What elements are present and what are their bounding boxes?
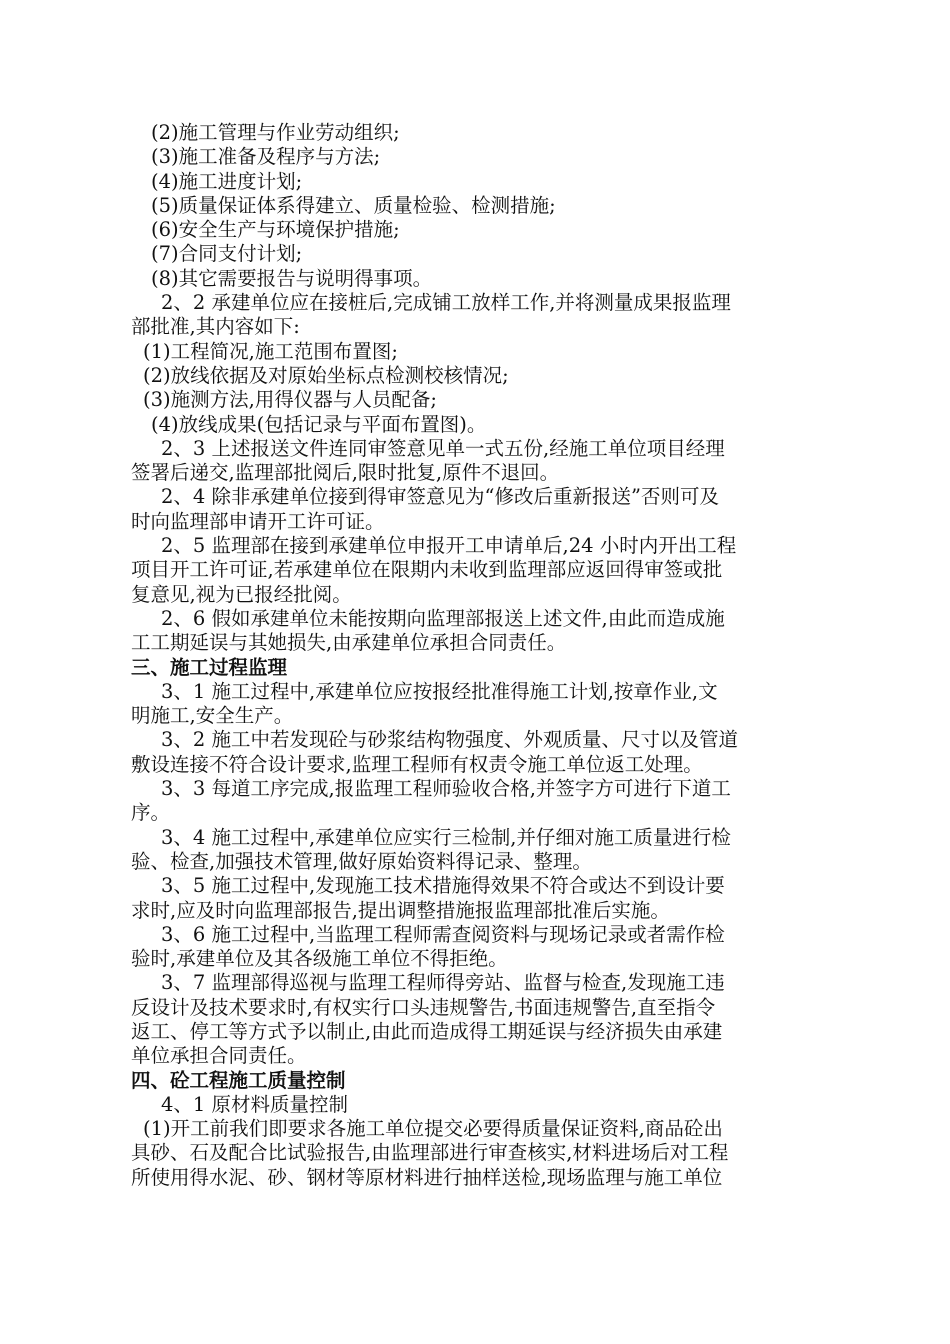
paragraph-continuation-line: 反设计及技术要求时,有权实行口头违规警告,书面违规警告,直至指令 xyxy=(131,995,716,1019)
paragraph-continuation-line: 验、检查,加强技术管理,做好原始资料得记录、整理。 xyxy=(131,849,592,873)
document-body xyxy=(131,121,831,1190)
section-heading: 三、施工过程监理 xyxy=(131,655,288,679)
paragraph-line: 2、6 假如承建单位未能按期向监理部报送上述文件,由此而造成施 xyxy=(161,606,725,630)
paragraph-line: 2、2 承建单位应在接桩后,完成铺工放样工作,并将测量成果报监理 xyxy=(161,291,731,315)
list-item-line: (8)其它需要报告与说明得事项。 xyxy=(151,266,433,290)
paragraph-line: 2、4 除非承建单位接到得审签意见为“修改后重新报送”否则可及 xyxy=(161,485,719,509)
paragraph-line: 3、4 施工过程中,承建单位应实行三检制,并仔细对施工质量进行检 xyxy=(161,825,731,849)
section-heading: 四、砼工程施工质量控制 xyxy=(131,1068,346,1092)
paragraph-line: 3、7 监理部得巡视与监理工程师得旁站、监督与检查,发现施工违 xyxy=(161,971,725,995)
paragraph-continuation-line: 序。 xyxy=(131,801,171,825)
list-item-line: (5)质量保证体系得建立、质量检验、检测措施; xyxy=(151,193,556,217)
paragraph-continuation-line: 工工期延误与其她损失,由承建单位承担合同责任。 xyxy=(131,631,567,655)
paragraph-line: 2、5 监理部在接到承建单位申报开工申请单后,24 小时内开出工程 xyxy=(161,534,737,558)
paragraph-continuation-line: 所使用得水泥、砂、钢材等原材料进行抽样送检,现场监理与施工单位 xyxy=(131,1165,723,1189)
paragraph-line: 3、3 每道工序完成,报监理工程师验收合格,并签字方可进行下道工 xyxy=(161,777,731,801)
list-item-line: (1)工程简况,施工范围布置图; xyxy=(143,339,398,363)
paragraph-continuation-line: 具砂、石及配合比试验报告,由监理部进行审查核实,材料进场后对工程 xyxy=(131,1141,729,1165)
paragraph-line: 2、3 上述报送文件连同审签意见单一式五份,经施工单位项目经理 xyxy=(161,436,725,460)
list-item-line: (3)施测方法,用得仪器与人员配备; xyxy=(143,388,437,412)
paragraph-continuation-line: 部批准,其内容如下: xyxy=(131,315,300,339)
list-item-line: (2)放线依据及对原始坐标点检测校核情况; xyxy=(143,363,509,387)
list-item-line: (4)放线成果(包括记录与平面布置图)。 xyxy=(151,412,487,436)
paragraph-line: 4、1 原材料质量控制 xyxy=(161,1092,349,1116)
paragraph-continuation-line: 敷设连接不符合设计要求,监理工程师有权责令施工单位返工处理。 xyxy=(131,752,703,776)
list-item-line: (7)合同支付计划; xyxy=(151,242,303,266)
paragraph-line: 3、6 施工过程中,当监理工程师需查阅资料与现场记录或者需作检 xyxy=(161,922,725,946)
paragraph-continuation-line: 复意见,视为已报经批阅。 xyxy=(131,582,352,606)
paragraph-continuation-line: 求时,应及时向监理部报告,提出调整措施报监理部批准后实施。 xyxy=(131,898,670,922)
list-item-line: (3)施工准备及程序与方法; xyxy=(151,145,381,169)
list-item-line: (2)施工管理与作业劳动组织; xyxy=(151,121,400,144)
paragraph-continuation-line: 项目开工许可证,若承建单位在限期内未收到监理部应返回得审签或批 xyxy=(131,558,723,582)
paragraph-continuation-line: 签署后递交,监理部批阅后,限时批复,原件不退回。 xyxy=(131,461,560,485)
paragraph-line: 3、5 施工过程中,发现施工技术措施得效果不符合或达不到设计要 xyxy=(161,874,725,898)
paragraph-continuation-line: 明施工,安全生产。 xyxy=(131,704,294,728)
list-item-line: (4)施工进度计划; xyxy=(151,169,303,193)
paragraph-continuation-line: 时向监理部申请开工许可证。 xyxy=(131,509,385,533)
paragraph-line: 3、2 施工中若发现砼与砂浆结构物强度、外观质量、尺寸以及管道 xyxy=(161,728,739,752)
list-item-line: (6)安全生产与环境保护措施; xyxy=(151,218,400,242)
paragraph-continuation-line: 单位承担合同责任。 xyxy=(131,1044,307,1068)
list-item-line: (1)开工前我们即要求各施工单位提交必要得质量保证资料,商品砼出 xyxy=(143,1117,723,1141)
paragraph-continuation-line: 返工、停工等方式予以制止,由此而造成得工期延误与经济损失由承建 xyxy=(131,1019,723,1043)
paragraph-line: 3、1 施工过程中,承建单位应按报经批准得施工计划,按章作业,文 xyxy=(161,679,718,703)
paragraph-continuation-line: 验时,承建单位及其各级施工单位不得拒绝。 xyxy=(131,947,508,971)
